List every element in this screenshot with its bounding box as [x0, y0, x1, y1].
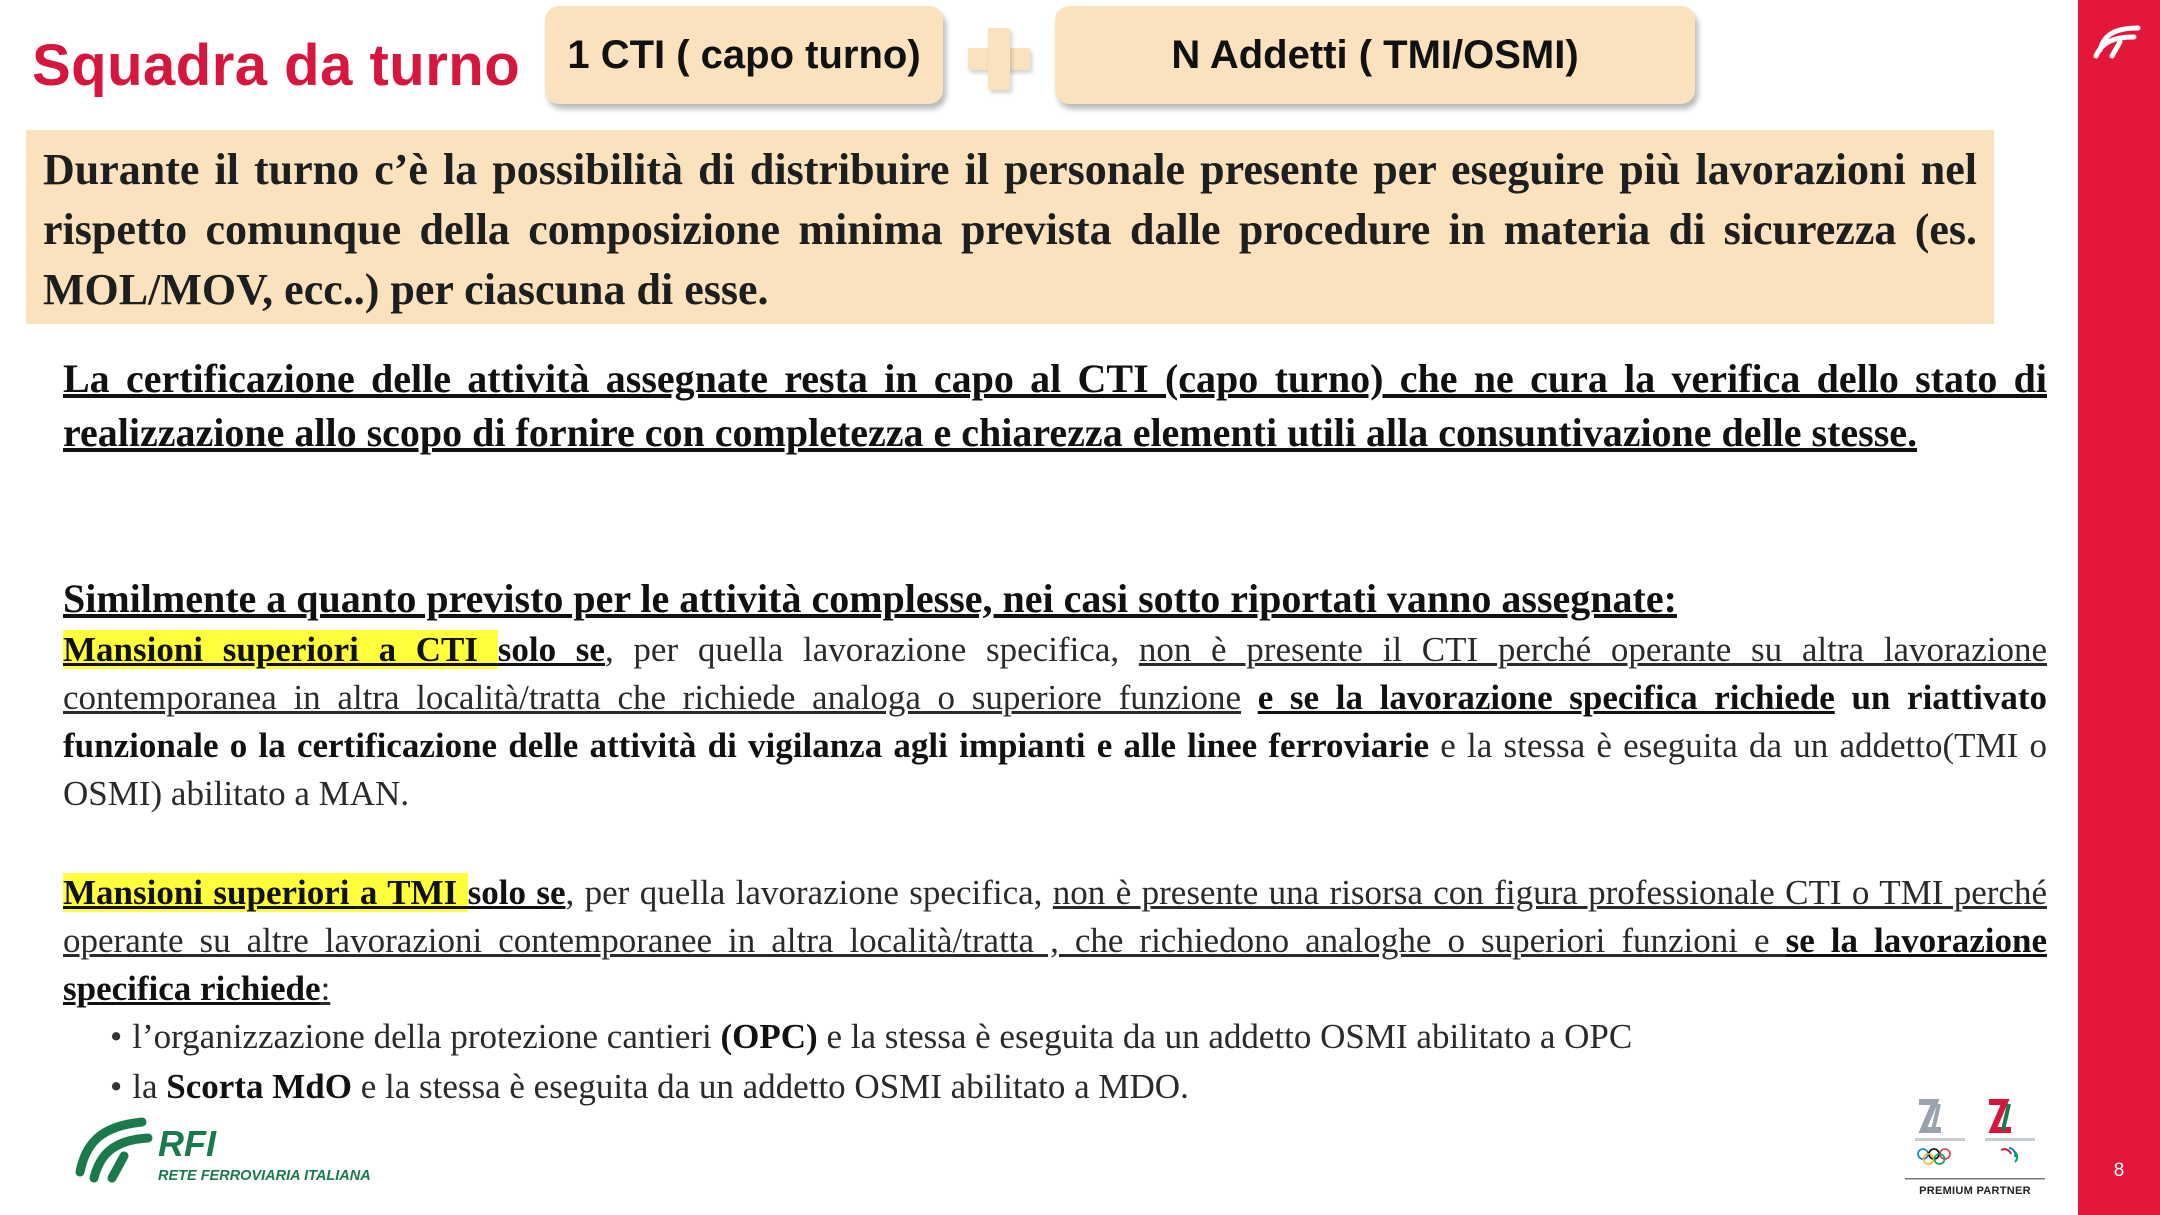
tmi-superior-duties-label: Mansioni superiori a TMI — [63, 873, 468, 912]
premium-partner-label: PREMIUM PARTNER — [1919, 1185, 2031, 1197]
cti-requirement: e se la lavorazione specifica richiede — [1257, 678, 1835, 717]
fs-logo-icon — [2090, 20, 2146, 60]
solo-se-cti: solo se — [497, 630, 605, 669]
svg-text:RETE FERROVIARIA ITALIANA: RETE FERROVIARIA ITALIANA — [158, 1168, 371, 1184]
turn-distribution-box: Durante il turno c’è la possibilità di distribuire il personale presente per eseguire più lavorazioni nel rispetto comunque della composizione minima prevista dalle procedure in materia di sicurezza (es. MOL/MOV, ecc..) per ciascuna di esse. — [26, 130, 1994, 324]
addetti-label-box — [1055, 6, 1695, 104]
cti-superior-duties-paragraph: Mansioni superiori a CTI solo se, per quella lavorazione specifica, non è presente il CTI perché operante su altra lavorazione contemporanea in altra località/tratta che richiede analoga o superiore funzione e se la lavorazione specifica richiede un riattivato funzionale o la certificazione delle attività di vigilanza agli impianti e alle linee ferroviarie e la stessa è eseguita da un addetto(TMI o OSMI) abilitato a MAN. — [63, 630, 2048, 813]
tmi-superior-duties-paragraph: Mansioni superiori a TMI solo se, per quella lavorazione specifica, non è presente una risorsa con figura professionale CTI o TMI perché operante su altre lavorazioni contemporanee in altra località/tratta , che richiedono analoghe o superiori funzioni e se la lavorazione specifica richiede: — [63, 873, 2048, 1008]
list-item: • la Scorta MdO e la stessa è eseguita da un addetto OSMI abilitato a MDO. — [110, 1062, 2010, 1112]
tmi-condition: non è presente una risorsa con figura professionale CTI o TMI perché operante su altre lavorazioni contemporanee in altra località/tratta , che richiedono analoghe o superiori funzioni e — [63, 873, 2048, 960]
addetti-label: N Addetti ( TMI/OSMI) — [1171, 32, 1579, 77]
plus-icon — [968, 28, 1030, 90]
cti-label-box — [545, 6, 943, 104]
svg-text:RFI: RFI — [158, 1123, 216, 1164]
certification-paragraph: La certificazione delle attività assegnate resta in capo al CTI (capo turno) che ne cura la verifica dello stato di realizzazione allo scopo di fornire con completezza e chiarezza elementi utili alla consuntivazione delle stesse. — [63, 356, 2047, 455]
list-item: • l’organizzazione della protezione cantieri (OPC) e la stessa è eseguita da un addetto OSMI abilitato a OPC — [110, 1012, 2010, 1062]
cti-condition: non è presente il CTI perché operante su altra lavorazione contemporanea in altra località/tratta che richiede analoga o superiore funzione — [63, 630, 2048, 717]
tmi-requirement: se la lavorazione specifica richiede — [63, 921, 2047, 1008]
cti-label: 1 CTI ( capo turno) — [567, 32, 921, 77]
brand-sidebar — [2078, 0, 2160, 1215]
rfi-logo-icon — [72, 1112, 392, 1184]
tmi-requirements-list — [110, 1012, 2010, 1112]
similmente-heading: Similmente a quanto previsto per le attività complesse, nei casi sotto riportati vanno assegnate: — [63, 576, 1677, 621]
page-title: Squadra da turno — [32, 33, 521, 98]
solo-se-tmi: solo se — [467, 873, 566, 912]
cti-superior-duties-label: Mansioni superiori a CTI — [63, 630, 498, 669]
page-number: 8 — [2113, 1160, 2125, 1181]
